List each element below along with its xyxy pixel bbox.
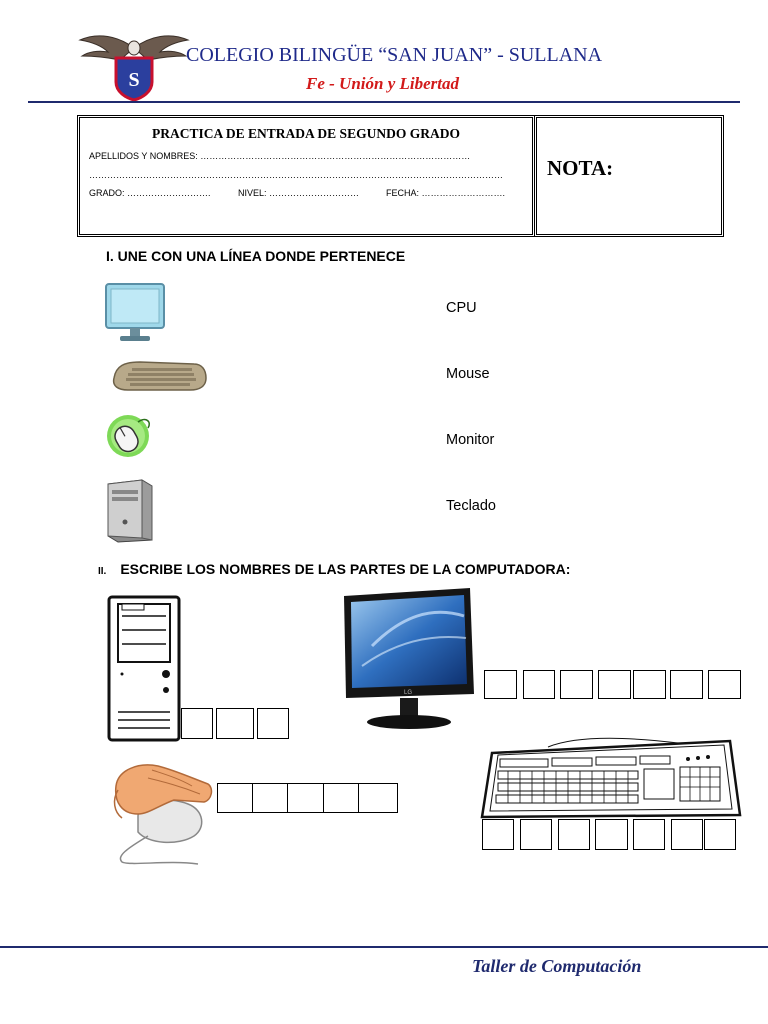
practice-title: PRACTICA DE ENTRADA DE SEGUNDO GRADO (152, 126, 460, 141)
letter-box[interactable] (482, 819, 514, 850)
header-divider (28, 101, 740, 103)
monitor-letter-boxes (484, 670, 741, 699)
grade-box[interactable] (534, 115, 724, 237)
option-teclado[interactable]: Teclado (446, 498, 496, 514)
letter-box[interactable] (598, 670, 631, 699)
letter-box[interactable] (595, 819, 628, 850)
footer-title: Taller de Computación (472, 956, 642, 976)
cpu-tower-icon[interactable] (106, 478, 154, 549)
nota-label: NOTA: (547, 156, 614, 180)
section-1-title: I. UNE CON UNA LÍNEA DONDE PERTENECE (106, 248, 406, 264)
mouse-icon[interactable] (104, 412, 154, 465)
letter-box[interactable] (704, 819, 736, 850)
letter-box[interactable] (358, 783, 398, 813)
cpu-tower-drawing (106, 594, 182, 749)
student-info-box (77, 115, 535, 237)
names-continuation-line[interactable]: ………………………………………………………………………………………………………………………… (89, 170, 503, 180)
letter-box[interactable] (257, 708, 289, 739)
section-2-title (98, 561, 570, 577)
names-field[interactable]: APELLIDOS Y NOMBRES: ……………………………………………………………………………… (89, 151, 471, 161)
letter-box[interactable] (287, 783, 324, 813)
hand-on-mouse-image (108, 756, 216, 873)
letter-box[interactable] (323, 783, 359, 813)
crest-letter: S (128, 69, 140, 91)
letter-box[interactable] (520, 819, 552, 850)
lg-monitor-photo (342, 586, 476, 737)
monitor-icon[interactable] (104, 282, 166, 349)
letter-box[interactable] (181, 708, 213, 739)
letter-box[interactable] (523, 670, 555, 699)
section-2-heading: ESCRIBE LOS NOMBRES DE LAS PARTES DE LA COMPUTADORA: (120, 561, 571, 577)
school-name: COLEGIO BILINGÜE “SAN JUAN” - SULLANA (186, 44, 603, 66)
letter-box[interactable] (216, 708, 254, 739)
letter-box[interactable] (708, 670, 741, 699)
keyboard-drawing (478, 735, 744, 826)
keyboard-icon[interactable] (110, 356, 208, 401)
grado-field[interactable]: GRADO: ………………………. (89, 188, 211, 198)
letter-box[interactable] (671, 819, 703, 850)
letter-box[interactable] (560, 670, 593, 699)
svg-text:LG: LG (404, 690, 413, 696)
section-2-number: II. (98, 566, 107, 577)
letter-box[interactable] (633, 670, 666, 699)
mouse-letter-boxes (217, 783, 398, 813)
nivel-field[interactable]: NIVEL: ………………………… (238, 188, 360, 198)
option-mouse[interactable]: Mouse (446, 366, 490, 382)
keyboard-letter-boxes (482, 819, 736, 850)
letter-box[interactable] (670, 670, 703, 699)
school-crest-logo (78, 30, 190, 102)
footer-divider (0, 946, 768, 948)
option-cpu[interactable]: CPU (446, 300, 477, 316)
fecha-field[interactable]: FECHA: ………………………. (386, 188, 506, 198)
letter-box[interactable] (558, 819, 590, 850)
letter-box[interactable] (633, 819, 665, 850)
letter-box[interactable] (484, 670, 517, 699)
school-motto: Fe - Unión y Libertad (306, 74, 459, 93)
letter-box[interactable] (252, 783, 288, 813)
cpu-letter-boxes (181, 708, 289, 739)
letter-box[interactable] (217, 783, 253, 813)
option-monitor[interactable]: Monitor (446, 432, 495, 448)
